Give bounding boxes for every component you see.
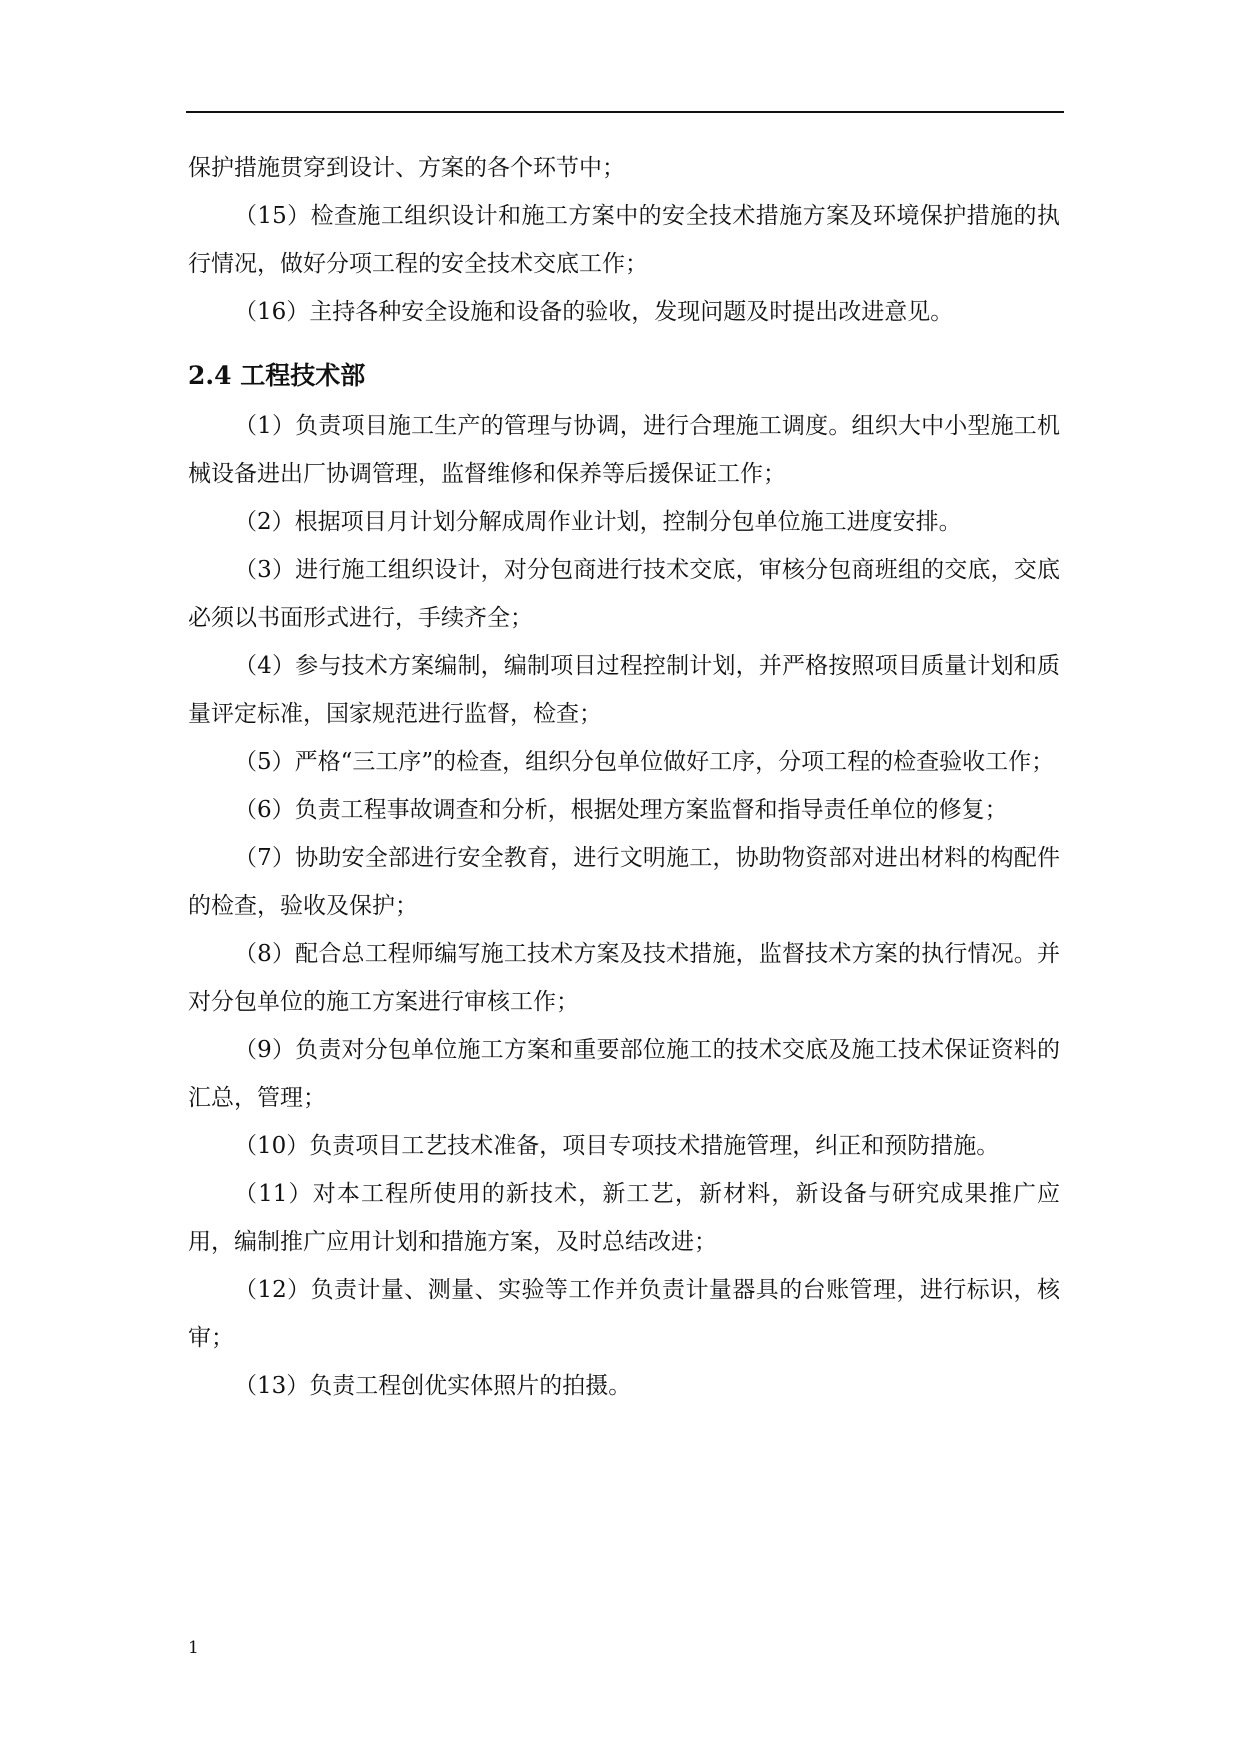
list-item: （5）严格“三工序”的检查，组织分包单位做好工序，分项工程的检查验收工作；: [234, 749, 1055, 775]
list-item: （1）负责项目施工生产的管理与协调，进行合理施工调度。组织大中小型施工机械设备进出厂协调管理，监督维修和保养等后援保证工作；: [188, 413, 1060, 487]
list-item: （10）负责项目工艺技术准备，项目专项技术措施管理，纠正和预防措施。: [234, 1133, 1000, 1159]
list-item: （12）负责计量、测量、实验等工作并负责计量器具的台账管理，进行标识，核审；: [188, 1277, 1060, 1351]
list-item: （16）主持各种安全设施和设备的验收，发现问题及时提出改进意见。: [234, 299, 954, 325]
page-number: 1: [188, 1638, 199, 1658]
list-item: （15）检查施工组织设计和施工方案中的安全技术措施方案及环境保护措施的执行情况，做好分项工程的安全技术交底工作；: [188, 203, 1060, 277]
list-item: （9）负责对分包单位施工方案和重要部位施工的技术交底及施工技术保证资料的汇总，管理；: [188, 1037, 1060, 1111]
list-item: （6）负责工程事故调查和分析，根据处理方案监督和指导责任单位的修复；: [234, 797, 1008, 823]
list-item: （13）负责工程创优实体照片的拍摄。: [234, 1373, 632, 1399]
header-rule: [186, 111, 1064, 113]
list-item: （2）根据项目月计划分解成周作业计划，控制分包单位施工进度安排。: [234, 509, 962, 535]
list-item: （7）协助安全部进行安全教育，进行文明施工，协助物资部对进出材料的构配件的检查，验收及保护；: [188, 845, 1060, 919]
list-item: （11）对本工程所使用的新技术，新工艺，新材料，新设备与研究成果推广应用，编制推广应用计划和措施方案，及时总结改进；: [188, 1181, 1060, 1255]
page-body: [188, 144, 1060, 1410]
section-heading: 2.4 工程技术部: [188, 361, 366, 390]
list-item: （8）配合总工程师编写施工技术方案及技术措施，监督技术方案的执行情况。并对分包单位的施工方案进行审核工作；: [188, 941, 1060, 1015]
intro-fragment: 保护措施贯穿到设计、方案的各个环节中；: [188, 155, 625, 181]
list-item: （4）参与技术方案编制，编制项目过程控制计划，并严格按照项目质量计划和质量评定标准，国家规范进行监督，检查；: [188, 653, 1060, 727]
list-item: （3）进行施工组织设计，对分包商进行技术交底，审核分包商班组的交底，交底必须以书面形式进行，手续齐全；: [188, 557, 1060, 631]
